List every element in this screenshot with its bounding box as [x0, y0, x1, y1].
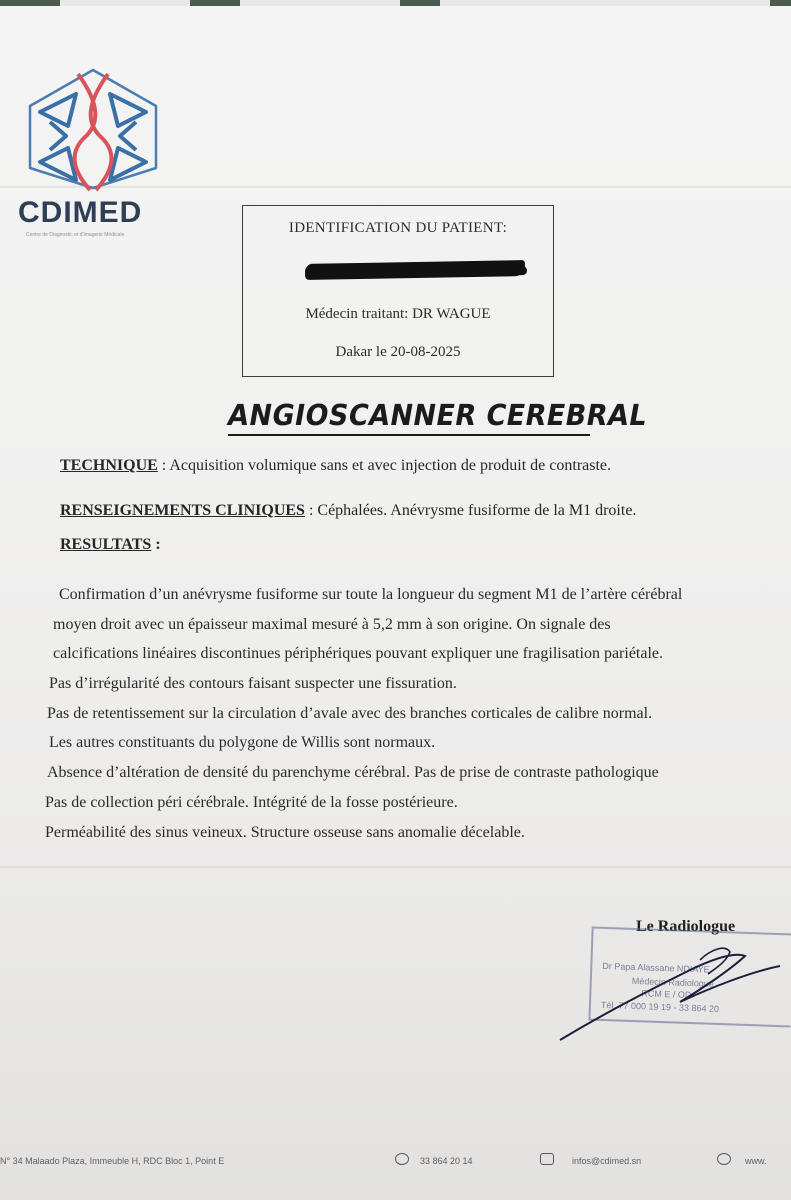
email-icon: [540, 1153, 554, 1165]
results-suffix: :: [151, 536, 161, 553]
findings-paragraph: [45, 580, 765, 847]
results-label: RESULTATS: [60, 536, 152, 553]
technique-text: : Acquisition volumique sans et avec injection de produit de contraste.: [157, 457, 612, 474]
logo-wordmark: CDIMED: [18, 196, 143, 229]
logo-tagline: Centre de Diagnostic et d'Imagerie Médicale: [26, 232, 125, 238]
finding-line: Pas de retentissement sur la circulation d’avale avec des branches corticales de calibre normal.: [47, 704, 653, 722]
footer-phone: 33 864 20 14: [420, 1156, 473, 1166]
finding-line: Les autres constituants du polygone de Willis sont normaux.: [49, 734, 436, 752]
finding-line: Pas d’irrégularité des contours faisant suspecter une fissuration.: [49, 675, 457, 693]
page-footer: [0, 1150, 791, 1172]
technique-label: TECHNIQUE: [60, 457, 158, 474]
clinical-section: [60, 502, 636, 520]
web-icon: [717, 1153, 731, 1165]
stamp-line: Tél. 77 000 19 19 - 33 864 20: [600, 999, 720, 1014]
clinical-label: RENSEIGNEMENTS CLINIQUES: [60, 502, 305, 519]
results-section-heading: [60, 536, 161, 554]
finding-line: Confirmation d’un anévrysme fusiforme sur toute la longueur du segment M1 de l’artère cérébral: [59, 586, 683, 603]
finding-line: Absence d’altération de densité du parenchyme cérébral. Pas de prise de contraste pathologique: [47, 764, 659, 782]
treating-doctor: Médecin traitant: DR WAGUE: [305, 306, 491, 322]
report-title: ANGIOSCANNER CEREBRAL: [225, 398, 650, 432]
handwritten-signature-icon: [540, 930, 790, 1055]
footer-web: www.: [745, 1156, 767, 1166]
footer-address: N° 34 Malaado Plaza, Immeuble H, RDC Bloc 1, Point E: [0, 1156, 225, 1166]
phone-icon: [395, 1153, 409, 1165]
patient-identification-box: [242, 205, 554, 377]
clinical-text: : Céphalées. Anévrysme fusiforme de la M1 droite.: [304, 502, 637, 519]
stamp-line: Médecin Radiologue: [631, 975, 715, 989]
patient-box-title: IDENTIFICATION DU PATIENT:: [288, 220, 508, 236]
footer-email: infos@cdimed.sn: [572, 1156, 642, 1166]
finding-line: Pas de collection péri cérébrale. Intégrité de la fosse postérieure.: [45, 793, 458, 811]
report-title-underline: [228, 434, 590, 436]
finding-line: Perméabilité des sinus veineux. Structure osseuse sans anomalie décelable.: [45, 823, 525, 841]
paper-fold: [0, 866, 791, 868]
finding-line: calcifications linéaires discontinues périphériques pouvant expliquer une fragilisation pariétale.: [53, 645, 664, 663]
radiologist-title: Le Radiologue: [636, 918, 736, 935]
report-date: Dakar le 20-08-2025: [335, 344, 461, 360]
finding-line: moyen droit avec un épaisseur maximal mesuré à 5,2 mm à son origine. On signale des: [53, 615, 611, 633]
technique-section: [60, 457, 611, 475]
patient-name-redaction: [305, 260, 525, 280]
cdimed-logo-icon: [18, 64, 168, 194]
stamp-line: RCM E / OD: [641, 988, 692, 1001]
stamp-line: Dr Papa Alassane NDIAYE: [602, 960, 710, 975]
